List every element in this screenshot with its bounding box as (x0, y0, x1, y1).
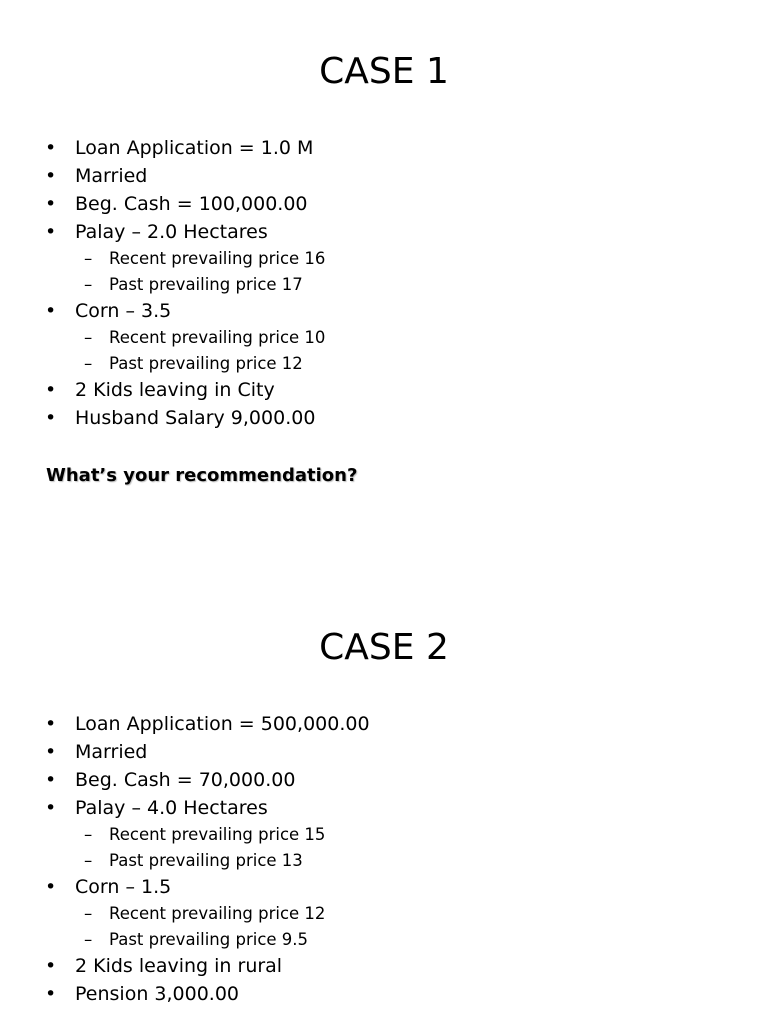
case-2-palay-past-price (45, 848, 745, 874)
case-2-item-married (45, 738, 745, 766)
case-2-subitem-text: Past prevailing price 13 (109, 850, 303, 870)
case-1-item-kids (45, 376, 745, 404)
bullet-icon: • (45, 165, 57, 187)
case-2-subitem-text: Past prevailing price 9.5 (109, 929, 309, 949)
case-2-item-text: Beg. Cash = 70,000.00 (75, 769, 296, 791)
case-2-slide (0, 576, 768, 1024)
case-1-corn-recent-price (45, 325, 745, 351)
case-2-item-corn (45, 873, 745, 901)
case-2-corn-recent-price (45, 901, 745, 927)
case-1-question: What’s your recommendation? (46, 465, 358, 486)
case-1-item-beg-cash (45, 190, 745, 218)
case-1-item-text: Husband Salary 9,000.00 (75, 407, 316, 429)
case-1-palay-recent-price (45, 246, 745, 272)
case-2-corn-past-price (45, 927, 745, 953)
case-1-item-palay (45, 218, 745, 246)
case-1-item-corn (45, 297, 745, 325)
case-1-item-text: Corn – 3.5 (75, 300, 172, 322)
case-1-subitem-text: Recent prevailing price 16 (109, 249, 326, 268)
dash-icon: – (84, 353, 93, 373)
bullet-icon: • (45, 741, 57, 763)
case-2-item-kids (45, 952, 745, 980)
bullet-icon: • (45, 797, 57, 819)
dash-icon: – (84, 328, 93, 347)
case-1-item-loan-application (45, 134, 745, 162)
case-2-item-text: Pension 3,000.00 (75, 983, 240, 1005)
case-2-item-text: Loan Application = 500,000.00 (75, 713, 370, 735)
case-1-palay-past-price (45, 272, 745, 298)
case-2-title: CASE 2 (319, 627, 449, 668)
bullet-icon: • (45, 407, 57, 429)
case-1-item-married (45, 162, 745, 190)
case-2-palay-recent-price (45, 822, 745, 848)
bullet-icon: • (45, 193, 57, 215)
case-1-item-text: 2 Kids leaving in City (75, 379, 275, 401)
case-1-subitem-text: Recent prevailing price 10 (109, 328, 326, 347)
case-1-item-text: Beg. Cash = 100,000.00 (75, 193, 308, 215)
case-1-item-husband-salary (45, 404, 745, 432)
case-2-item-text: Corn – 1.5 (75, 876, 172, 898)
case-2-bullet-list (45, 710, 745, 1008)
case-2-subitem-text: Recent prevailing price 15 (109, 825, 326, 844)
case-1-title: CASE 1 (319, 51, 449, 92)
case-2-item-text: Palay – 4.0 Hectares (75, 797, 268, 819)
case-2-item-pension (45, 980, 745, 1008)
bullet-icon: • (45, 221, 57, 243)
bullet-icon: • (45, 983, 57, 1005)
case-2-subitem-text: Recent prevailing price 12 (109, 904, 326, 923)
case-1-item-text: Palay – 2.0 Hectares (75, 221, 268, 243)
case-2-item-beg-cash (45, 766, 745, 794)
dash-icon: – (84, 850, 93, 870)
case-2-item-text: Married (75, 741, 148, 763)
dash-icon: – (84, 904, 93, 923)
bullet-icon: • (45, 713, 57, 735)
case-1-subitem-text: Past prevailing price 12 (109, 353, 303, 373)
dash-icon: – (84, 825, 93, 844)
dash-icon: – (84, 929, 93, 949)
bullet-icon: • (45, 137, 57, 159)
bullet-icon: • (45, 379, 57, 401)
case-1-bullet-list (45, 134, 745, 432)
case-1-corn-past-price (45, 351, 745, 377)
bullet-icon: • (45, 876, 57, 898)
case-2-item-loan-application (45, 710, 745, 738)
case-1-item-text: Married (75, 165, 148, 187)
case-1-item-text: Loan Application = 1.0 M (75, 137, 314, 159)
bullet-icon: • (45, 300, 57, 322)
case-2-item-palay (45, 794, 745, 822)
bullet-icon: • (45, 955, 57, 977)
case-2-item-text: 2 Kids leaving in rural (75, 955, 283, 977)
dash-icon: – (84, 274, 93, 294)
dash-icon: – (84, 249, 93, 268)
bullet-icon: • (45, 769, 57, 791)
case-1-subitem-text: Past prevailing price 17 (109, 274, 303, 294)
